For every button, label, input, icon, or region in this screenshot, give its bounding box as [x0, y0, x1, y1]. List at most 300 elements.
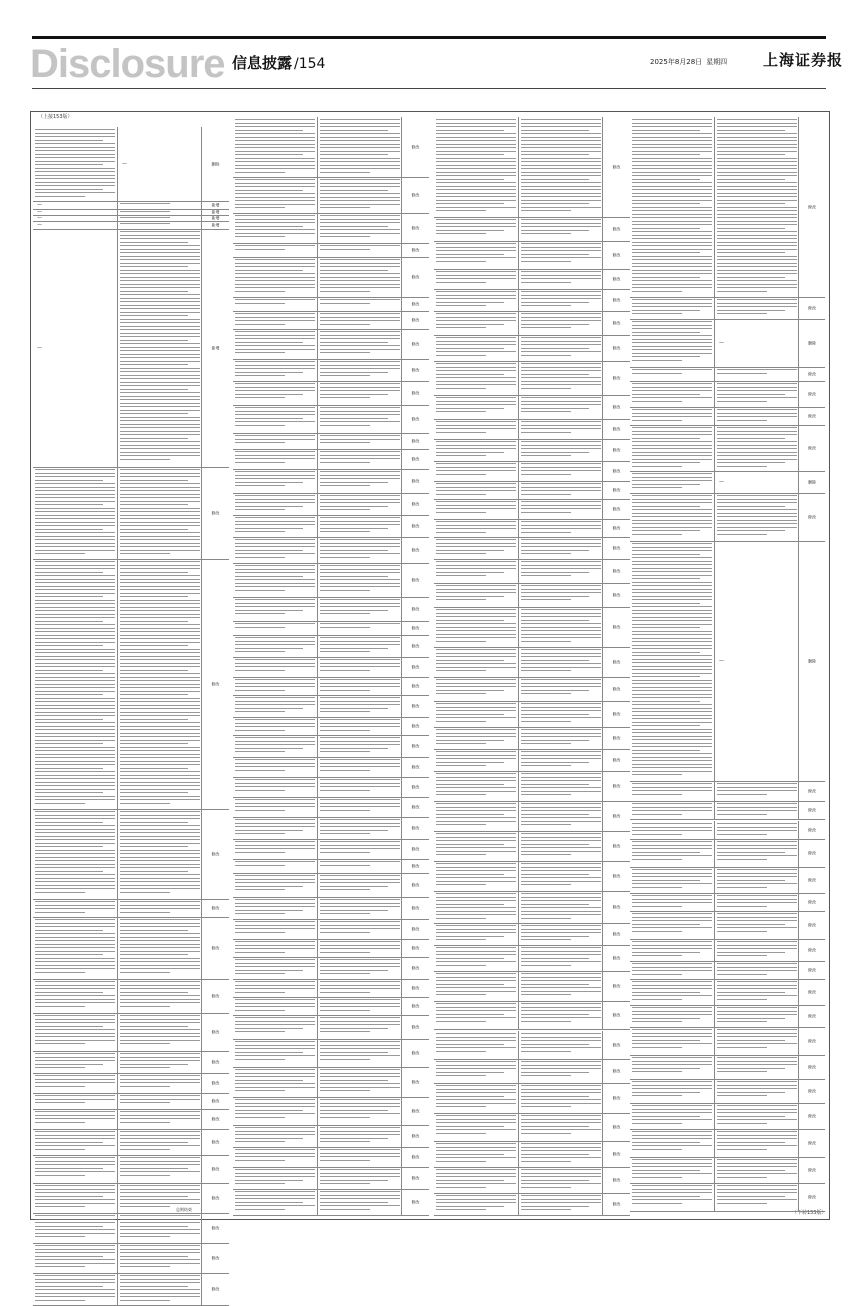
original-text-cell [434, 1083, 518, 1113]
revised-text-cell [317, 469, 402, 493]
text-line [632, 238, 712, 239]
text-line [120, 235, 200, 236]
text-line [436, 226, 516, 227]
clause-text [120, 1015, 200, 1049]
text-line [632, 1142, 700, 1143]
text-line [632, 913, 712, 914]
text-line [632, 1064, 712, 1065]
text-line [632, 774, 682, 775]
text-line [436, 282, 486, 283]
text-line [436, 521, 516, 522]
text-line [35, 988, 115, 989]
text-line [436, 1017, 516, 1018]
text-line [120, 1293, 200, 1294]
text-line [35, 761, 115, 762]
text-line [320, 471, 400, 472]
text-line [521, 546, 601, 547]
text-line [120, 919, 200, 920]
original-text-cell [233, 1097, 317, 1125]
text-line [35, 1229, 115, 1230]
text-line [436, 733, 516, 734]
clause-text [436, 539, 516, 557]
text-line [521, 275, 601, 276]
text-line [235, 1041, 315, 1042]
revised-text-cell [117, 559, 202, 809]
text-line [436, 1007, 516, 1008]
change-mark-cell [798, 979, 825, 1005]
text-line [717, 1189, 797, 1190]
change-mark-cell [798, 471, 825, 493]
text-line [632, 848, 712, 849]
table-row [434, 891, 630, 924]
text-line [320, 299, 400, 300]
change-mark: 修改 [612, 686, 621, 692]
text-line [436, 1206, 504, 1207]
empty-dash: — [719, 658, 724, 664]
text-line [521, 1129, 601, 1130]
clause-text [235, 779, 315, 795]
original-text-cell [233, 1067, 317, 1097]
text-line [521, 1072, 589, 1073]
text-line [320, 686, 400, 687]
change-mark: 修改 [211, 1255, 220, 1261]
clause-text [436, 219, 516, 239]
text-line [632, 985, 712, 986]
text-line [521, 907, 601, 908]
clause-text [320, 679, 400, 693]
text-line [717, 287, 797, 288]
change-mark-cell [401, 329, 429, 359]
text-line [120, 1236, 170, 1237]
clause-text [235, 599, 315, 619]
text-line [235, 723, 315, 724]
text-line [436, 271, 516, 272]
text-line [632, 1196, 700, 1197]
clause-text [521, 483, 601, 497]
text-line [717, 527, 797, 528]
text-line [521, 521, 601, 522]
text-line [632, 416, 712, 417]
clause-text [632, 119, 712, 295]
text-line [632, 527, 712, 528]
text-line [521, 1065, 601, 1066]
text-line [35, 822, 103, 823]
clause-text [717, 913, 797, 937]
text-line [235, 613, 285, 614]
text-line [120, 680, 200, 681]
table-row [233, 1015, 429, 1040]
text-line [436, 897, 516, 898]
text-line [35, 715, 115, 716]
text-line [320, 390, 400, 391]
text-line [632, 224, 712, 225]
original-text-cell [233, 359, 317, 381]
change-mark: 修改 [612, 904, 621, 910]
text-line [717, 1135, 797, 1136]
text-line [35, 944, 115, 945]
clause-text [521, 501, 601, 517]
text-line [717, 123, 797, 124]
table-row [233, 1125, 429, 1148]
text-line [632, 585, 712, 586]
text-line [320, 475, 400, 476]
original-text-cell [233, 1189, 317, 1215]
clause-text [235, 361, 315, 379]
text-line [632, 880, 700, 881]
change-mark-cell [602, 537, 630, 559]
revised-text-cell [117, 221, 202, 229]
text-line [717, 873, 797, 874]
text-line [35, 768, 103, 769]
text-line [120, 586, 200, 587]
clause-text [320, 313, 400, 327]
text-line [717, 168, 797, 169]
change-mark-cell [602, 559, 630, 583]
table-row [630, 367, 825, 382]
text-line [120, 263, 200, 264]
clause-text [717, 869, 797, 891]
text-line [632, 974, 682, 975]
text-line [120, 347, 200, 348]
text-line [521, 295, 601, 296]
text-line [436, 1119, 516, 1120]
text-line [35, 129, 115, 130]
change-mark: 修改 [612, 659, 621, 665]
change-mark-cell [401, 449, 429, 469]
table-row [630, 893, 825, 912]
clause-text [717, 941, 797, 959]
original-text-cell [233, 939, 317, 957]
text-line [235, 407, 315, 408]
text-line [632, 1088, 712, 1089]
text-line [717, 228, 785, 229]
text-line [717, 1105, 797, 1106]
text-line [35, 473, 115, 474]
text-line [521, 1085, 601, 1086]
clause-text [521, 773, 601, 799]
text-line [35, 649, 115, 650]
text-line [717, 1185, 797, 1186]
text-line [35, 1067, 85, 1068]
text-line [320, 190, 388, 191]
text-line [632, 873, 712, 874]
text-line [320, 320, 400, 321]
text-line [120, 424, 200, 425]
text-line [35, 992, 103, 993]
original-text-cell [434, 891, 518, 923]
text-line [235, 144, 315, 145]
text-line [521, 165, 601, 166]
text-line [436, 794, 486, 795]
change-mark: 修改 [808, 1088, 816, 1094]
table-row [434, 1141, 630, 1168]
text-line [436, 881, 516, 882]
text-line [521, 210, 571, 211]
text-line [35, 825, 115, 826]
text-line [320, 985, 400, 986]
change-mark-cell [602, 945, 630, 971]
text-line [320, 1149, 400, 1150]
text-line [436, 877, 516, 878]
text-line [235, 999, 315, 1000]
original-text-cell [434, 395, 518, 419]
text-line [320, 1183, 370, 1184]
text-line [35, 677, 115, 678]
text-line [436, 1161, 486, 1162]
text-line [320, 313, 400, 314]
text-line [235, 659, 315, 660]
table-row [233, 213, 429, 244]
text-line [632, 999, 682, 1000]
revised-text-cell [714, 867, 799, 893]
text-line [320, 759, 400, 760]
text-line [235, 882, 315, 883]
text-line [120, 1249, 200, 1250]
text-line [521, 620, 589, 621]
clause-text [436, 483, 516, 497]
change-mark-cell [401, 797, 429, 817]
text-line [521, 455, 571, 456]
change-mark-cell [602, 891, 630, 923]
clause-text [235, 407, 315, 431]
text-line [320, 833, 370, 834]
text-line [120, 469, 200, 470]
text-line [235, 803, 315, 804]
text-line [436, 817, 516, 818]
change-mark: 修改 [612, 1012, 621, 1018]
change-mark-cell [798, 493, 825, 541]
empty-dash: — [37, 209, 42, 215]
text-line [632, 760, 712, 761]
text-line [120, 933, 200, 934]
text-line [35, 582, 115, 583]
text-line [120, 211, 170, 212]
text-line [436, 1089, 516, 1090]
change-mark-cell [798, 367, 825, 381]
text-line [632, 495, 712, 496]
text-line [120, 375, 200, 376]
text-line [632, 582, 712, 583]
text-line [320, 925, 400, 926]
table-row [33, 1273, 229, 1306]
text-line [320, 1069, 400, 1070]
change-mark: 修改 [612, 297, 621, 303]
text-line [35, 680, 115, 681]
clause-text [320, 407, 400, 431]
revised-text-cell [518, 559, 603, 583]
text-line [717, 397, 797, 398]
text-line [35, 490, 115, 491]
revised-text-cell [117, 899, 202, 917]
text-line [632, 427, 712, 428]
text-line [521, 893, 601, 894]
text-line [35, 494, 115, 495]
text-line [436, 1014, 504, 1015]
text-line [521, 133, 601, 134]
change-mark-cell [401, 257, 429, 297]
weekday: 星期四 [706, 58, 728, 66]
change-mark-cell [201, 559, 229, 809]
text-line [235, 799, 315, 800]
clause-text [120, 901, 200, 915]
text-line [320, 648, 388, 649]
clause-text [632, 427, 712, 469]
text-line [436, 1209, 486, 1210]
clause-text [436, 1033, 516, 1057]
change-mark: 修改 [612, 506, 621, 512]
text-line [35, 1185, 115, 1186]
text-line [521, 686, 601, 687]
change-mark: 修改 [211, 1139, 220, 1145]
change-mark: 修改 [411, 703, 420, 709]
table-row [233, 621, 429, 636]
text-line [521, 1115, 601, 1116]
text-line [120, 1189, 200, 1190]
change-mark: 修改 [411, 523, 420, 529]
text-line [120, 392, 200, 393]
change-mark: 修改 [411, 606, 420, 612]
text-line [120, 985, 200, 986]
clause-text [120, 1275, 200, 1303]
text-line [717, 495, 797, 496]
change-mark-cell [201, 127, 229, 201]
change-mark-cell [602, 647, 630, 677]
table-row [33, 1013, 229, 1052]
text-line [120, 995, 200, 996]
text-line [436, 179, 504, 180]
text-line [235, 524, 315, 525]
text-line [717, 273, 797, 274]
change-mark-cell [401, 1147, 429, 1167]
text-line [35, 670, 103, 671]
text-line [320, 1127, 400, 1128]
clause-text [35, 1053, 115, 1071]
empty-dash: — [37, 215, 42, 221]
text-line [717, 1040, 785, 1041]
text-line [235, 266, 315, 267]
text-line [436, 814, 504, 815]
text-line [717, 277, 785, 278]
text-line [320, 741, 400, 742]
table-row [434, 1059, 630, 1084]
text-line [436, 381, 516, 382]
text-line [521, 196, 601, 197]
change-mark: 修改 [808, 413, 816, 419]
text-line [632, 834, 682, 835]
table-row [434, 831, 630, 862]
text-line [717, 952, 785, 953]
clause-text [717, 383, 797, 405]
text-line [521, 179, 589, 180]
text-line [436, 168, 516, 169]
table-row [434, 771, 630, 802]
text-line [632, 561, 712, 562]
text-line [35, 1296, 115, 1297]
text-line [320, 882, 400, 883]
text-line [436, 1085, 516, 1086]
text-line [120, 487, 200, 488]
original-text-cell [233, 897, 317, 919]
text-line [521, 634, 601, 635]
text-line [320, 1113, 400, 1114]
text-line [521, 987, 601, 988]
clause-text [235, 637, 315, 655]
text-line [717, 906, 767, 907]
text-line [632, 823, 712, 824]
text-line [35, 726, 115, 727]
text-line [120, 256, 200, 257]
text-line [436, 918, 486, 919]
clause-text [521, 291, 601, 309]
change-mark-cell [401, 243, 429, 257]
text-line [521, 844, 589, 845]
text-line [120, 273, 200, 274]
text-line [320, 941, 400, 942]
clause-text [35, 919, 115, 977]
clause-text [320, 623, 400, 633]
text-line [632, 137, 712, 138]
revised-text-cell [317, 449, 402, 469]
text-line [120, 954, 188, 955]
text-line [632, 704, 712, 705]
text-line [436, 589, 516, 590]
change-mark: 修改 [411, 1003, 420, 1009]
text-line [717, 887, 767, 888]
empty-dash: — [122, 161, 127, 167]
clause-text [235, 313, 315, 327]
revised-text-cell [317, 839, 402, 859]
change-mark: 修改 [612, 468, 621, 474]
text-line [120, 1286, 188, 1287]
text-line [436, 667, 516, 668]
text-line [632, 676, 700, 677]
text-line [436, 1072, 504, 1073]
text-line [521, 505, 601, 506]
text-line [320, 1173, 400, 1174]
text-line [120, 223, 170, 224]
text-line [320, 435, 400, 436]
text-line [320, 1083, 400, 1084]
text-line [320, 151, 400, 152]
text-line [717, 823, 797, 824]
change-mark-cell [602, 519, 630, 537]
text-line [35, 182, 115, 183]
original-text-cell [233, 597, 317, 621]
text-line [717, 224, 797, 225]
clause-text [320, 331, 400, 357]
text-line [320, 499, 400, 500]
text-line [632, 1173, 712, 1174]
text-line [632, 200, 712, 201]
text-line [436, 501, 516, 502]
clause-text [320, 539, 400, 561]
text-line [35, 684, 115, 685]
text-line [436, 572, 504, 573]
text-line [235, 666, 315, 667]
text-line [717, 140, 797, 141]
text-line [120, 659, 200, 660]
text-line [35, 881, 115, 882]
revised-text-cell [518, 269, 603, 289]
text-line [436, 351, 516, 352]
clause-text [320, 215, 400, 241]
text-line [632, 1057, 712, 1058]
text-line [632, 683, 712, 684]
text-line [436, 367, 516, 368]
text-line [235, 365, 315, 366]
text-line [235, 372, 303, 373]
clause-text [521, 1115, 601, 1139]
